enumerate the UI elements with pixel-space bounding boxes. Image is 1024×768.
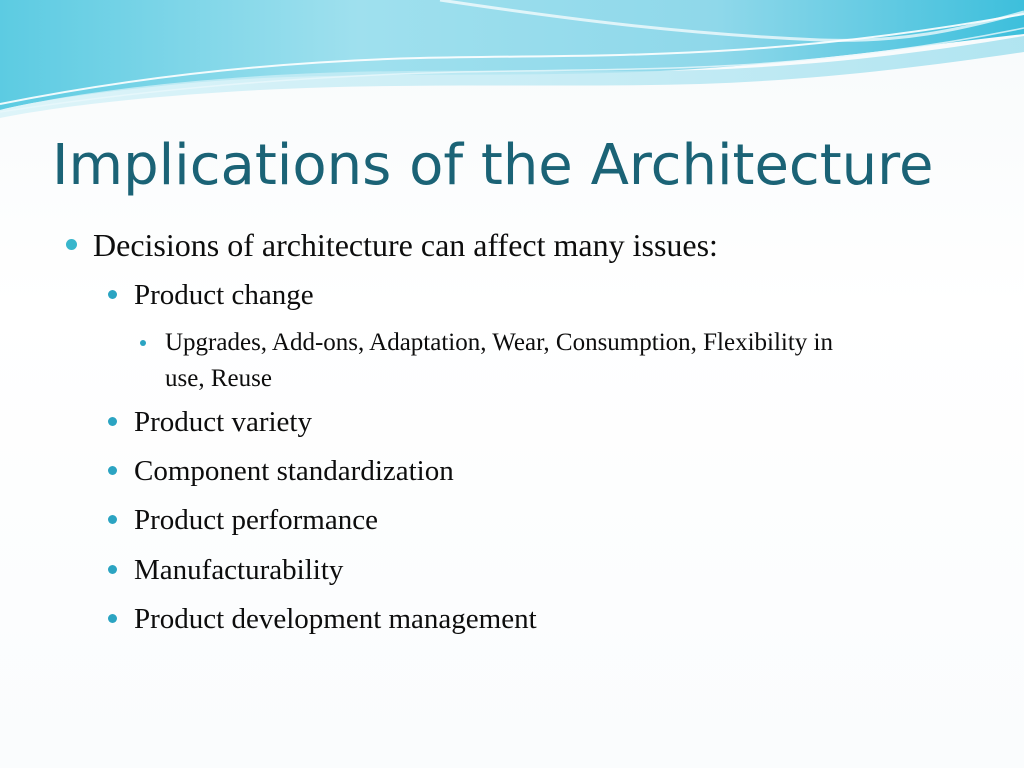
bullet-dot-icon — [108, 515, 117, 524]
bullet-item — [108, 553, 343, 587]
bullet-dot-icon — [108, 565, 117, 574]
bullet-item-text: Manufacturability — [134, 554, 344, 586]
bullet-dot-icon — [66, 239, 77, 250]
slide-title: Implications of the Architecture — [52, 133, 934, 198]
bullet-main — [66, 226, 718, 264]
bullet-dot-icon — [108, 417, 117, 426]
bullet-product-change-text: Product change — [134, 279, 314, 311]
bullet-product-change — [108, 278, 314, 312]
bullet-product-change-detail — [140, 325, 860, 397]
bullet-dot-icon — [108, 614, 117, 623]
bullet-item — [108, 405, 312, 439]
bullet-item-text: Product performance — [134, 504, 378, 536]
bullet-dot-icon — [108, 466, 117, 475]
bullet-item-text: Component standardization — [134, 455, 454, 487]
bullet-item — [108, 503, 378, 537]
bullet-item — [108, 454, 454, 488]
bullet-dot-icon — [108, 290, 117, 299]
bullet-dot-icon — [140, 340, 146, 346]
bullet-item-text: Product development management — [134, 603, 537, 635]
bullet-item — [108, 602, 537, 636]
bullet-product-change-detail-text: Upgrades, Add-ons, Adaptation, Wear, Consumption, Flexibility in use, Reuse — [165, 329, 834, 392]
bullet-main-text: Decisions of architecture can affect many issues: — [93, 227, 718, 263]
bullet-item-text: Product variety — [134, 406, 312, 438]
